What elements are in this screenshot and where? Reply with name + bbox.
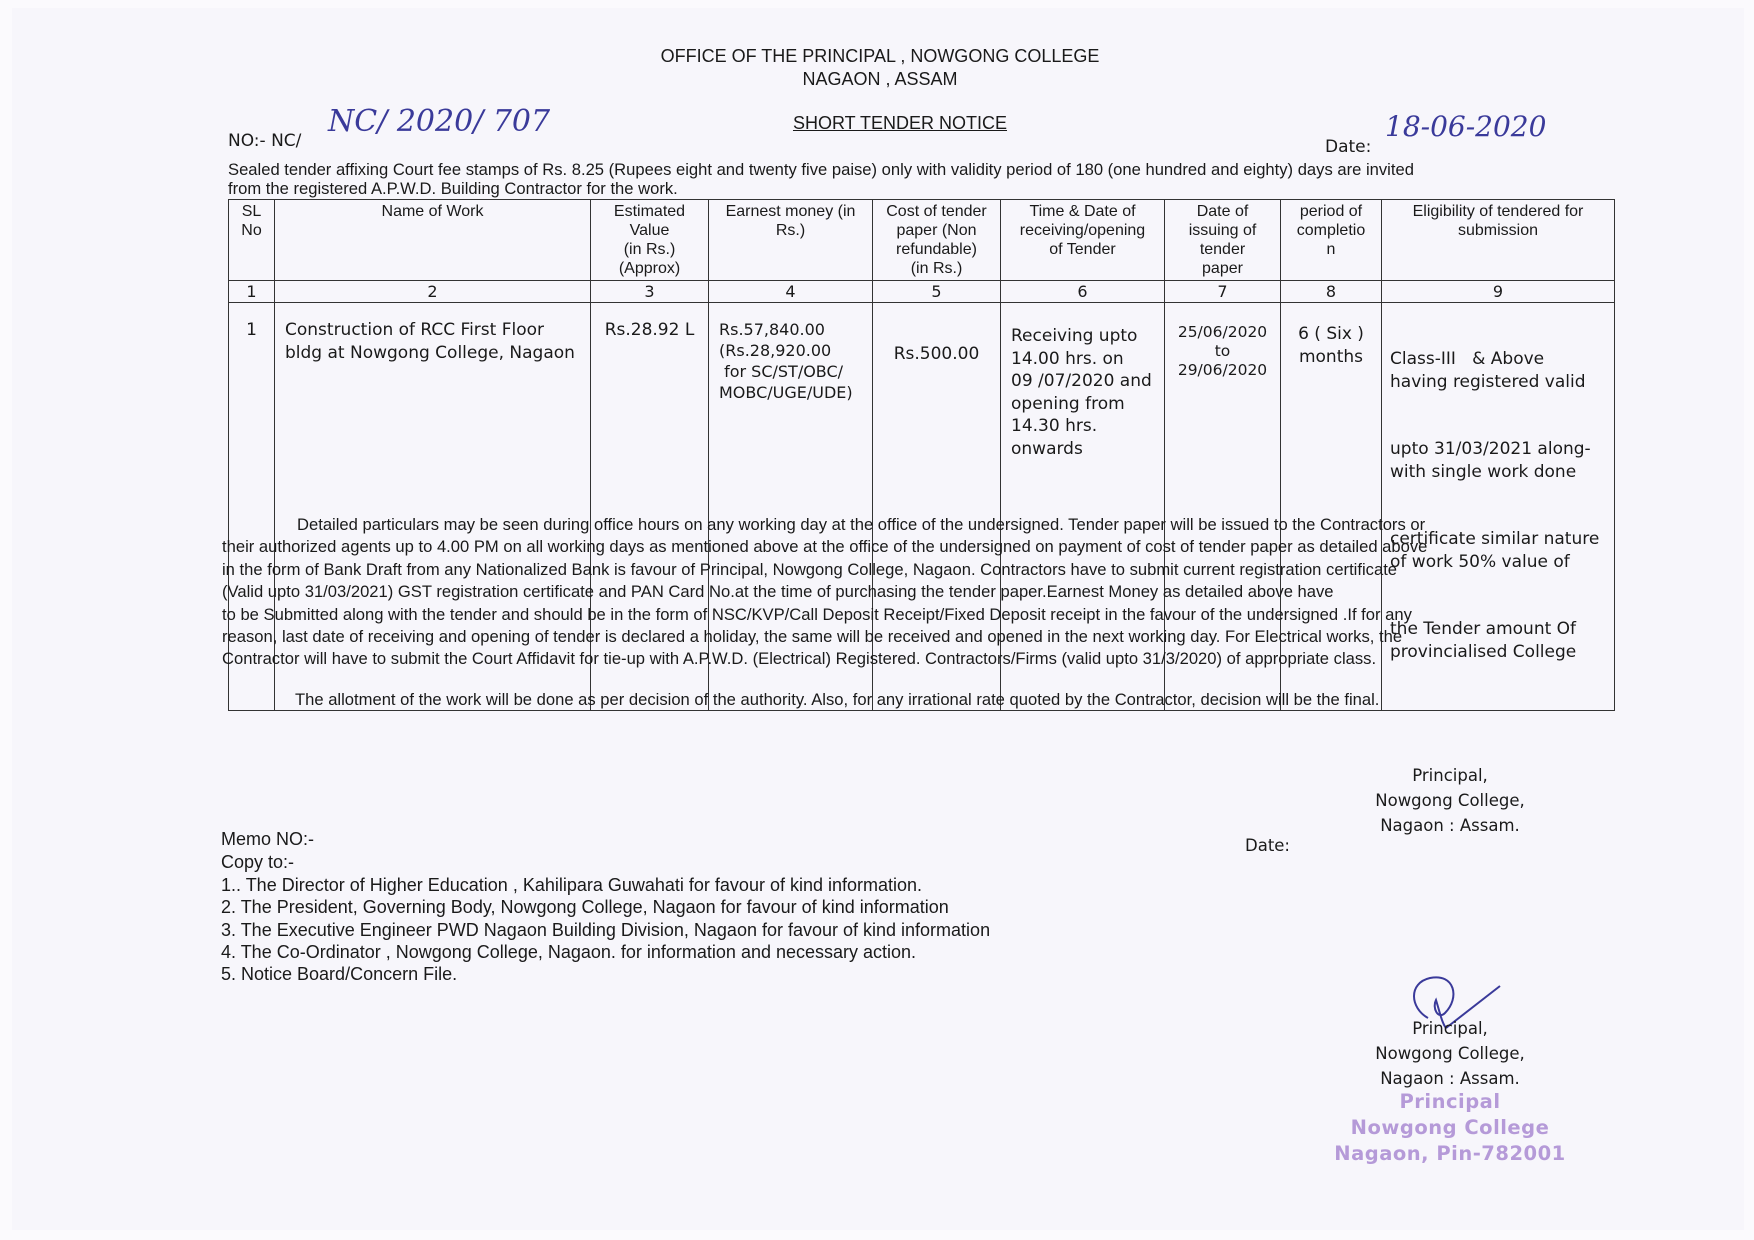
paragraph-line: reason, last date of receiving and opening of tender is declared a holiday, the same will be received and opened in the next working day. For Electrical works, the: [222, 627, 1403, 647]
copy-to-list: [221, 874, 990, 985]
signature-block-top: Principal, Nowgong College, Nagaon : Assam.: [1375, 766, 1525, 835]
date-handwritten: 18-06-2020: [1385, 110, 1547, 143]
copy-to-label: Copy to:-: [221, 852, 295, 872]
column-number: 3: [591, 281, 709, 303]
paragraph-line: Detailed particulars may be seen during office hours on any working day at the office of the undersigned. Tender paper will be issued to the Contractors or: [297, 515, 1426, 534]
column-number: 7: [1165, 281, 1281, 303]
cell-eligibility: Class-III & Above having registered valid upto 31/03/2021 along- with single work done certificate similar nature of work 50% value of the Tender amount Of provincialised College: [1382, 303, 1615, 711]
header-cost-of-tender-paper: Cost of tender paper (Non refundable) (in Rs.): [873, 200, 1001, 281]
column-number: 1: [229, 281, 275, 303]
list-item: 3. The Executive Engineer PWD Nagaon Building Division, Nagaon for favour of kind information: [221, 919, 991, 940]
place-heading: NAGAON , ASSAM: [802, 69, 958, 89]
office-heading: OFFICE OF THE PRINCIPAL , NOWGONG COLLEGE: [660, 46, 1100, 66]
memo-date-label: Date:: [1245, 836, 1290, 855]
cell-name-of-work: Construction of RCC First Floor bldg at Nowgong College, Nagaon: [275, 303, 591, 711]
memo-no-label: Memo NO:-: [221, 829, 315, 849]
list-item: 5. Notice Board/Concern File.: [221, 964, 458, 985]
header-time-date-receiving: Time & Date of receiving/opening of Tender: [1001, 200, 1165, 281]
cell-earnest-money: Rs.57,840.00 (Rs.28,920.00 for SC/ST/OBC/ MOBC/UGE/UDE): [709, 303, 873, 711]
column-number: 6: [1001, 281, 1165, 303]
cell-time-date-receiving: Receiving upto 14.00 hrs. on 09 /07/2020 and opening from 14.30 hrs. onwards: [1001, 303, 1165, 711]
column-number-row: [229, 281, 1615, 303]
cell-sl: 1: [229, 303, 275, 711]
header-name-of-work: Name of Work: [275, 200, 591, 281]
paragraph-line: Contractor will have to submit the Court Affidavit for tie-up with A.P.W.D. (Electrical) Registered. Contractors/Firms (valid upto 31/3/2020) of appropriate class.: [222, 649, 1377, 669]
table-header-row: [229, 200, 1615, 281]
signature-block-bottom: Principal, Nowgong College, Nagaon : Assam.: [1375, 1019, 1525, 1088]
header-earnest-money: Earnest money (in Rs.): [709, 200, 873, 281]
column-number: 9: [1382, 281, 1615, 303]
paragraph-details: [222, 514, 1427, 671]
header-estimated-value: Estimated Value (in Rs.) (Approx): [591, 200, 709, 281]
notice-title: SHORT TENDER NOTICE: [792, 113, 1008, 133]
header-period-of-completion: period of completio n: [1281, 200, 1382, 281]
header-sl: SL No: [229, 200, 275, 281]
header-date-of-issuing: Date of issuing of tender paper: [1165, 200, 1281, 281]
paragraph-line: in the form of Bank Draft from any Nationalized Bank is favour of Principal, Nowgong College, Nagaon. Contractors have to submit current registration certificate: [222, 559, 1398, 579]
paragraph-line: (Valid upto 31/03/2021) GST registration certificate and PAN Card No.at the time of purchasing the tender paper.Earnest Money as detailed above have: [222, 582, 1334, 602]
paragraph-line: to be Submitted along with the tender and should be in the form of NSC/KVP/Call Deposit Receipt/Fixed Deposit receipt in the favour of the undersigned .If for any: [222, 604, 1412, 624]
intro-line-2: from the registered A.P.W.D. Building Contractor for the work.: [228, 179, 678, 198]
paragraph-allotment: The allotment of the work will be done as per decision of the authority. Also, for any irrational rate quoted by the Contractor, decision will be the final.: [295, 690, 1380, 709]
cell-cost-of-tender-paper: Rs.500.00: [873, 303, 1001, 711]
list-item: 4. The Co-Ordinator , Nowgong College, Nagaon. for information and necessary action.: [221, 941, 917, 962]
official-stamp: Principal Nowgong College Nagaon, Pin-782001: [1334, 1090, 1566, 1165]
intro-line-1: Sealed tender affixing Court fee stamps of Rs. 8.25 (Rupees eight and twenty five paise) only with validity period of 180 (one hundred and eighty) days are invited: [228, 160, 1414, 179]
list-item: 2. The President, Governing Body, Nowgong College, Nagaon for favour of kind information: [221, 897, 949, 918]
cell-estimated-value: Rs.28.92 L: [591, 303, 709, 711]
column-number: 2: [275, 281, 591, 303]
reference-no-label: NO:- NC/: [228, 131, 302, 151]
date-label: Date:: [1325, 137, 1372, 157]
list-item: 1.. The Director of Higher Education , Kahilipara Guwahati for favour of kind information.: [221, 875, 923, 895]
cell-date-of-issuing: 25/06/2020 to 29/06/2020: [1165, 303, 1281, 711]
column-number: 5: [873, 281, 1001, 303]
column-number: 4: [709, 281, 873, 303]
cell-period-of-completion: 6 ( Six ) months: [1281, 303, 1382, 711]
column-number: 8: [1281, 281, 1382, 303]
reference-no-handwritten: NC/ 2020/ 707: [328, 104, 551, 139]
paragraph-line: their authorized agents up to 4.00 PM on all working days as mentioned above at the office of the undersigned on payment of cost of tender paper as detailed above: [222, 537, 1428, 557]
header-eligibility: Eligibility of tendered for submission: [1382, 200, 1615, 281]
